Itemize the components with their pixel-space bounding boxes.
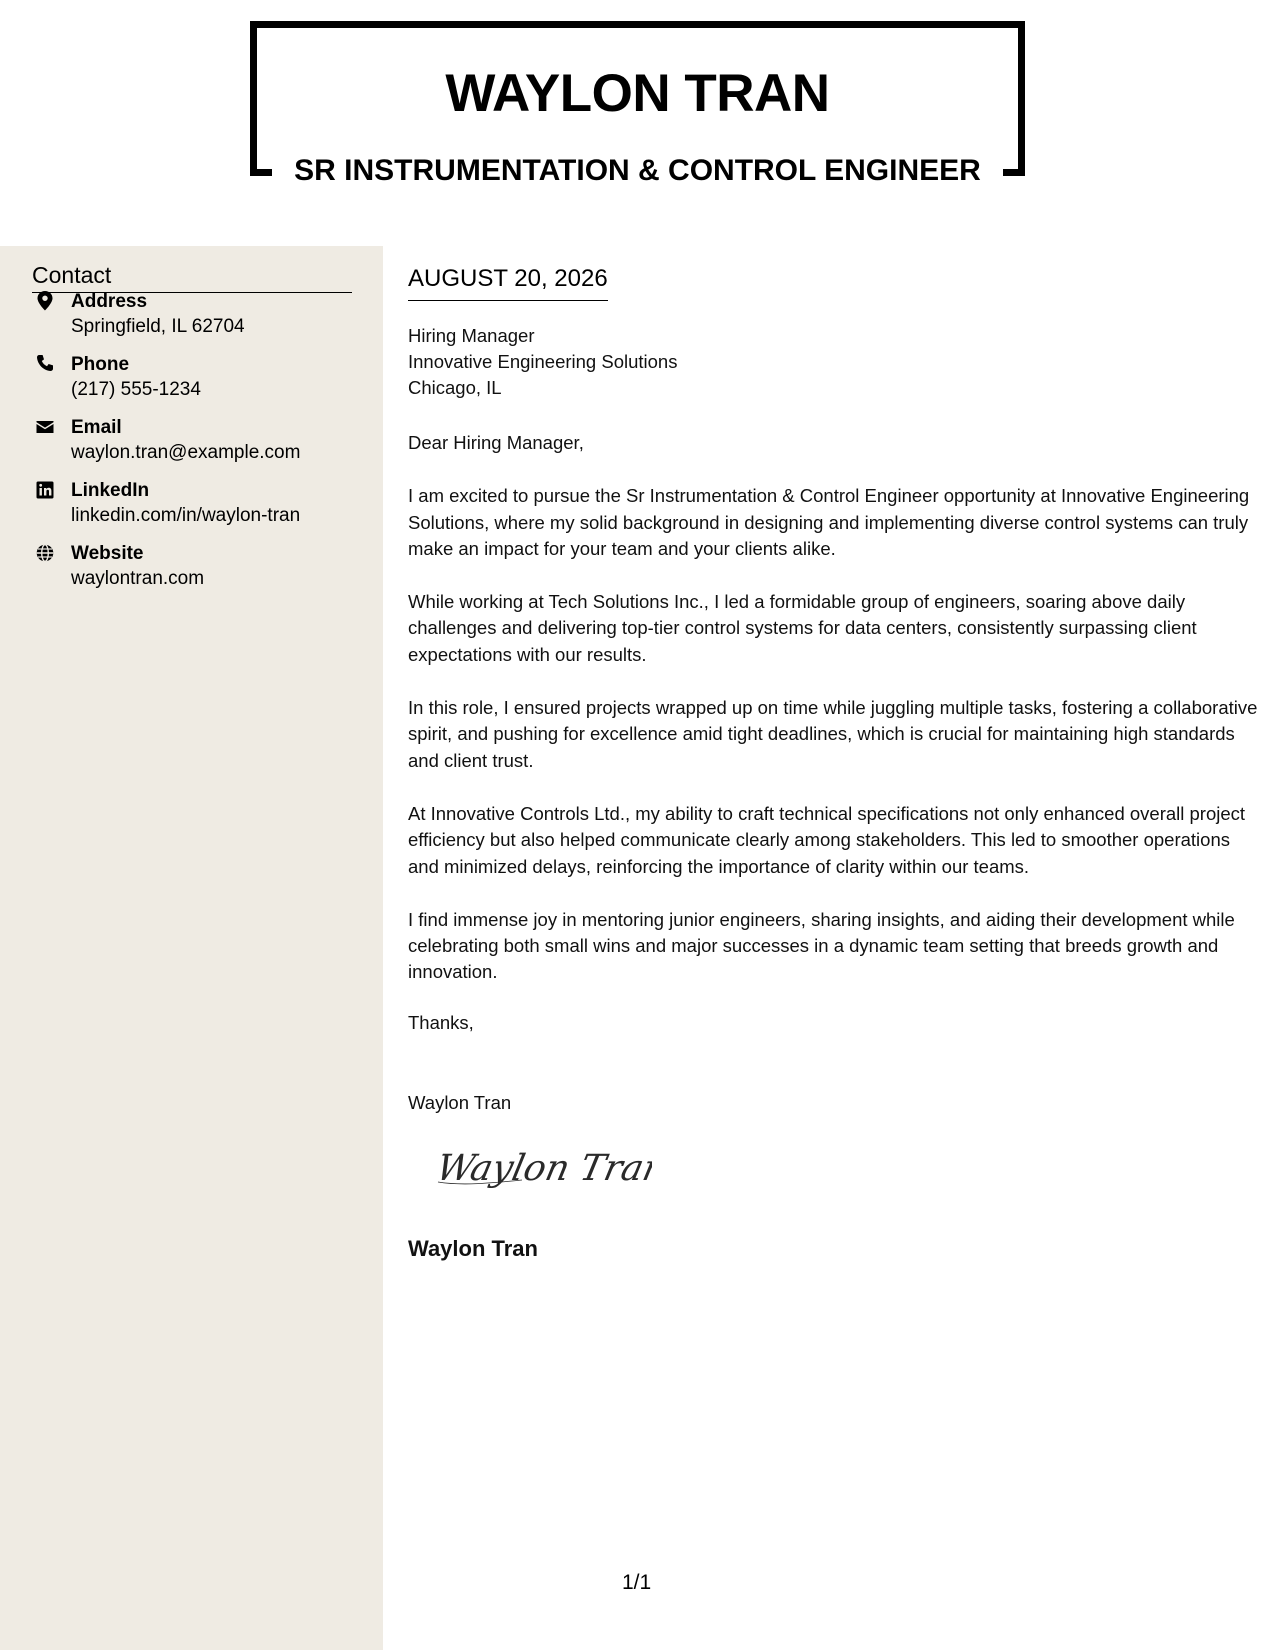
paragraph: I am excited to pursue the Sr Instrumentation & Control Engineer opportunity at Innovative Engineering Solutions, where my solid background in designing and implementing diverse control systems can truly make an impact for your team and your clients alike. [408, 485, 1250, 559]
recipient-location: Chicago, IL [408, 377, 502, 398]
contact-label: Phone [71, 354, 130, 375]
letter-text [408, 430, 1258, 1013]
contact-label: LinkedIn [71, 480, 150, 501]
page-number: 1/1 [622, 1571, 652, 1594]
paragraph: I find immense joy in mentoring junior engineers, sharing insights, and aiding their development while celebrating both small wins and major successes in a dynamic team setting that breeds growth and innovation. [408, 908, 1235, 983]
sidebar [0, 246, 383, 1650]
contact-value: Springfield, IL 62704 [71, 316, 245, 337]
contact-value: waylontran.com [71, 568, 205, 589]
contact-label: Website [71, 543, 144, 564]
handwritten-signature [432, 1136, 652, 1196]
paragraph: In this role, I ensured projects wrapped up on time while juggling multiple tasks, fostering a collaborative spirit, and pushing for excellence amid tight deadlines, which is crucial for maintaining high standards and client trust. [408, 697, 1258, 771]
paragraph: At Innovative Controls Ltd., my ability to craft technical specifications not only enhanced overall project efficiency but also helped communicate clearly among stakeholders. This led to smoother operations and minimized delays, reinforcing the importance of clarity within our teams. [408, 802, 1246, 877]
signature-glyphs: Waylon Tran [432, 1146, 652, 1189]
job-title: SR INSTRUMENTATION & CONTROL ENGINEER [294, 154, 981, 187]
contact-value: (217) 555-1234 [71, 379, 201, 400]
salutation: Dear Hiring Manager, [408, 432, 584, 453]
recipient-block [408, 323, 677, 401]
contact-heading: Contact [32, 260, 352, 293]
paragraph: While working at Tech Solutions Inc., I led a formidable group of engineers, soaring above daily challenges and delivering top-tier control systems for data centers, consistently surpassing client expectations with our results. [408, 591, 1197, 665]
phone-icon [35, 353, 55, 375]
header [0, 0, 1275, 246]
linkedin-icon [35, 479, 55, 501]
applicant-name: WAYLON TRAN [445, 64, 830, 123]
contact-label: Email [71, 417, 122, 438]
recipient-name: Hiring Manager [408, 325, 535, 346]
envelope-icon [35, 416, 55, 438]
closing: Thanks, [408, 1012, 474, 1033]
recipient-company: Innovative Engineering Solutions [408, 351, 678, 372]
map-pin-icon [35, 290, 55, 312]
signed-name: Waylon Tran [408, 1236, 538, 1261]
globe-icon [35, 542, 55, 564]
contact-label: Address [71, 291, 148, 312]
letter-date: AUGUST 20, 2026 [408, 264, 608, 301]
typed-name: Waylon Tran [408, 1092, 512, 1113]
contact-value: linkedin.com/in/waylon-tran [71, 505, 301, 526]
contact-value: waylon.tran@example.com [71, 442, 301, 463]
